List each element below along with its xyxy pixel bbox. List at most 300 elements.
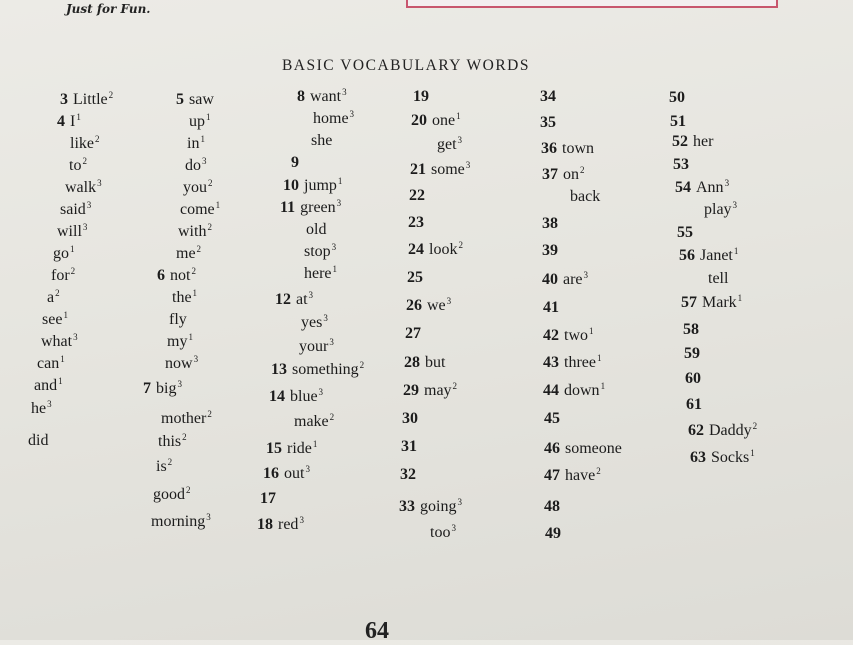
vocab-entry [185,157,207,175]
vocab-entry [690,449,755,467]
vocab-entry [413,88,434,106]
entry-number: 24 [408,241,424,258]
vocab-entry [669,89,690,107]
entry-word: old [306,221,327,238]
entry-word: red [278,516,299,533]
entry-superscript: 2 [95,133,100,144]
vocab-entry [291,154,304,172]
entry-number: 45 [544,410,560,427]
entry-number: 12 [275,291,291,308]
entry-superscript: 2 [70,265,76,276]
vocab-entry [437,136,462,154]
entry-word: may [424,382,452,399]
entry-superscript: 1 [312,438,318,449]
entry-number: 15 [266,440,282,457]
entry-word: someone [565,440,622,457]
entry-word: this [158,433,182,450]
entry-superscript: 2 [82,155,87,166]
entry-number: 10 [283,177,299,194]
entry-superscript: 3 [308,289,314,300]
vocab-entry [51,267,75,285]
vocab-entry [294,413,334,431]
vocab-entry [399,498,462,516]
vocab-entry [708,270,728,288]
vocab-entry [153,486,191,504]
entry-word: morning [151,513,206,530]
entry-number: 22 [409,187,425,204]
vocab-entry [543,354,601,372]
entry-word: one [432,112,456,129]
vocab-entry [266,440,317,458]
entry-number: 62 [688,422,704,439]
vocab-entry [683,321,704,339]
entry-word: something [292,361,359,378]
entry-number: 51 [670,113,686,130]
entry-word: tell [708,270,729,287]
entry-word: my [167,333,188,350]
vocab-entry [41,333,78,351]
vocab-entry [400,466,421,484]
entry-number: 7 [143,380,151,397]
vocab-entry [158,433,187,451]
vocab-entry [677,224,698,242]
entry-number: 14 [269,388,285,405]
vocab-entry [143,380,182,398]
entry-number: 61 [686,396,702,413]
vocab-entry [57,223,87,241]
vocab-entry [542,242,563,260]
entry-superscript: 3 [331,241,337,252]
entry-word: she [311,132,333,149]
entry-number: 20 [411,112,427,129]
entry-number: 27 [405,325,421,342]
entry-superscript: 1 [70,243,75,254]
entry-number: 31 [401,438,417,455]
vocab-entry [165,355,198,373]
vocab-entry [408,214,429,232]
entry-word: to [69,157,82,174]
entry-number: 25 [407,269,423,286]
entry-number: 58 [683,321,699,338]
entry-word: will [57,223,82,240]
vocab-entry [60,91,113,109]
entry-superscript: 1 [600,380,606,391]
entry-word: make [294,413,329,430]
entry-word: back [570,188,601,205]
entry-superscript: 1 [63,309,68,320]
entry-number: 63 [690,449,706,466]
vocab-entry [411,112,461,130]
entry-number: 46 [544,440,560,457]
entry-number: 55 [677,224,693,241]
entry-superscript: 3 [193,353,199,364]
entry-word: can [37,355,60,372]
entry-number: 17 [260,490,276,507]
vocab-entry [271,361,364,379]
entry-number: 39 [542,242,558,259]
vocab-entry [161,410,212,428]
entry-word: get [437,136,457,153]
entry-number: 53 [673,156,689,173]
entry-number: 43 [543,354,559,371]
entry-superscript: 2 [580,164,585,175]
vocab-entry [28,432,48,450]
vocab-entry [543,382,605,400]
vocab-entry [53,245,75,263]
entry-word: green [300,199,336,216]
vocab-entry [304,265,337,283]
entry-superscript: 1 [58,375,63,386]
vocab-entry [167,333,193,351]
entry-word: ride [287,440,312,457]
vocab-entry [409,187,430,205]
vocab-entry [280,199,341,217]
vocab-entry [675,179,729,197]
header-note: Just for Fun. [66,2,151,16]
entry-superscript: 2 [359,359,365,370]
entry-number: 5 [176,91,184,108]
entry-superscript: 3 [446,295,452,306]
vocab-entry [269,388,323,406]
entry-word: Janet [700,247,733,264]
entry-word: said [60,201,86,218]
entry-superscript: 2 [596,465,601,476]
page-number: 64 [365,618,389,644]
vocab-entry [672,133,713,151]
entry-number: 13 [271,361,287,378]
vocab-entry [311,132,332,150]
entry-superscript: 2 [182,431,187,442]
vocab-entry [151,513,211,531]
entry-superscript: 3 [73,331,78,342]
entry-superscript: 1 [737,292,743,303]
entry-number: 37 [542,166,558,183]
vocab-entry [172,289,197,307]
entry-number: 16 [263,465,279,482]
entry-word: in [187,135,200,152]
vocab-entry [70,135,100,153]
entry-superscript: 3 [202,155,207,166]
entry-word: is [156,458,167,475]
entry-word: the [172,289,192,306]
entry-superscript: 1 [200,133,205,144]
entry-number: 35 [540,114,556,131]
entry-word: me [176,245,196,262]
vocab-entry [543,327,594,345]
vocab-entry [545,525,566,543]
vocab-entry [403,382,457,400]
entry-word: saw [189,91,214,108]
vocab-entry [187,135,205,153]
vocab-entry [42,311,68,329]
entry-word: blue [290,388,318,405]
entry-word: Little [73,91,108,108]
entry-word: three [564,354,596,371]
entry-word: and [34,377,58,394]
entry-superscript: 2 [207,408,212,419]
entry-word: some [431,161,465,178]
entry-word: see [42,311,63,328]
entry-superscript: 1 [76,111,81,122]
entry-superscript: 3 [177,378,182,389]
vocab-entry [297,88,347,106]
vocab-entry [542,215,563,233]
entry-superscript: 3 [82,221,88,232]
entry-number: 54 [675,179,691,196]
entry-superscript: 2 [191,265,196,276]
entry-superscript: 2 [196,243,202,254]
entry-number: 59 [684,345,700,362]
vocab-entry [401,438,422,456]
vocab-entry [407,269,428,287]
vocab-entry [570,188,600,206]
entry-superscript: 1 [206,111,211,122]
vocab-entry [542,271,588,289]
vocab-entry [544,498,565,516]
entry-superscript: 1 [215,199,221,210]
entry-word: are [563,271,583,288]
entry-number: 19 [413,88,429,105]
vocab-entry [673,156,694,174]
entry-superscript: 1 [192,287,198,298]
vocab-entry [544,440,622,458]
entry-superscript: 3 [583,269,589,280]
entry-superscript: 3 [47,398,52,409]
vocab-entry [301,314,328,332]
entry-word: too [430,524,451,541]
entry-superscript: 3 [342,86,347,97]
entry-number: 30 [402,410,418,427]
entry-word: do [185,157,201,174]
entry-word: out [284,465,305,482]
entry-word: at [296,291,308,308]
vocab-entry [183,179,213,197]
vocab-entry [57,113,81,131]
entry-superscript: 3 [299,514,304,525]
entry-superscript: 2 [55,287,60,298]
entry-number: 57 [681,294,697,311]
page-title: BASIC VOCABULARY WORDS [281,57,531,74]
entry-number: 21 [410,161,426,178]
entry-number: 41 [543,299,559,316]
vocab-entry [544,410,565,428]
vocab-entry [679,247,738,265]
vocab-entry [47,289,60,307]
entry-word: home [313,110,349,127]
entry-word: down [564,382,600,399]
vocab-entry [180,201,220,219]
entry-superscript: 1 [589,325,594,336]
entry-number: 56 [679,247,695,264]
entry-superscript: 3 [465,159,471,170]
entry-number: 32 [400,466,416,483]
entry-number: 36 [541,140,557,157]
vocab-entry [189,113,211,131]
entry-word: now [165,355,193,372]
entry-number: 38 [542,215,558,232]
entry-word: her [693,133,714,150]
vocab-entry [540,114,561,132]
entry-word: big [156,380,177,397]
entry-number: 18 [257,516,273,533]
entry-superscript: 1 [750,447,755,458]
vocab-entry [304,243,336,261]
entry-superscript: 1 [332,263,338,274]
vocab-entry [169,311,187,329]
entry-superscript: 1 [733,245,739,256]
entry-word: walk [65,179,97,196]
entry-superscript: 3 [305,463,310,474]
entry-number: 47 [544,467,560,484]
entry-word: Socks [711,449,750,466]
entry-superscript: 1 [60,353,65,364]
entry-word: with [178,223,207,240]
entry-number: 4 [57,113,65,130]
entry-number: 26 [406,297,422,314]
entry-number: 40 [542,271,558,288]
vocab-entry [684,345,705,363]
entry-word: I [70,113,76,130]
entry-superscript: 3 [732,199,738,210]
entry-superscript: 2 [108,89,114,100]
vocab-entry [156,458,172,476]
entry-number: 33 [399,498,415,515]
entry-superscript: 3 [329,336,334,347]
entry-word: good [153,486,185,503]
entry-superscript: 1 [337,175,343,186]
vocab-entry [260,490,281,508]
entry-word: look [429,241,458,258]
entry-superscript: 2 [167,456,173,467]
entry-superscript: 2 [186,484,191,495]
vocab-entry [681,294,742,312]
entry-superscript: 3 [724,177,730,188]
vocab-entry [69,157,87,175]
vocab-entry [157,267,196,285]
entry-word: play [704,201,732,218]
entry-superscript: 3 [336,197,342,208]
entry-word: yes [301,314,323,331]
entry-superscript: 2 [452,380,458,391]
entry-number: 44 [543,382,559,399]
entry-number: 9 [291,154,299,171]
entry-word: go [53,245,69,262]
entry-superscript: 1 [456,110,461,121]
entry-superscript: 2 [207,221,212,232]
entry-word: Ann [696,179,724,196]
entry-number: 48 [544,498,560,515]
entry-word: a [47,289,55,306]
entry-word: on [563,166,579,183]
entry-superscript: 2 [329,411,335,422]
entry-number: 52 [672,133,688,150]
vocab-entry [408,241,463,259]
entry-number: 28 [404,354,420,371]
entry-superscript: 3 [97,177,102,188]
entry-word: like [70,135,94,152]
vocab-entry [430,524,456,542]
vocab-entry [275,291,313,309]
vocab-entry [404,354,445,372]
entry-superscript: 1 [188,331,193,342]
entry-word: but [425,354,446,371]
entry-word: he [31,400,47,417]
vocab-entry [176,245,201,263]
entry-number: 3 [60,91,68,108]
vocab-entry [543,299,564,317]
vocab-entry [406,297,451,315]
entry-number: 50 [669,89,685,106]
entry-superscript: 3 [457,134,463,145]
entry-word: two [564,327,588,344]
vocab-entry [60,201,91,219]
vocab-entry [34,377,63,395]
entry-word: for [51,267,70,284]
entry-word: town [562,140,594,157]
vocab-entry [283,177,342,195]
entry-number: 6 [157,267,165,284]
vocab-entry [542,166,585,184]
entry-superscript: 3 [457,496,462,507]
entry-number: 23 [408,214,424,231]
entry-number: 34 [540,88,556,105]
entry-number: 49 [545,525,561,542]
entry-word: going [420,498,457,515]
entry-superscript: 2 [208,177,213,188]
entry-number: 60 [685,370,701,387]
vocab-entry [541,140,594,158]
entry-number: 11 [280,199,296,216]
entry-number: 29 [403,382,419,399]
entry-superscript: 2 [458,239,463,250]
vocab-entry [176,91,214,109]
entry-word: stop [304,243,331,260]
entry-word: Daddy [709,422,752,439]
vocab-entry [257,516,304,534]
vocab-entry [670,113,691,131]
vocab-entry [405,325,426,343]
vocab-entry [178,223,212,241]
entry-word: your [299,338,329,355]
entry-superscript: 3 [323,312,328,323]
entry-superscript: 3 [349,108,355,119]
entry-number: 42 [543,327,559,344]
entry-word: here [304,265,332,282]
entry-superscript: 3 [451,522,456,533]
entry-word: we [427,297,446,314]
entry-superscript: 1 [596,352,602,363]
entry-superscript: 3 [318,386,324,397]
entry-word: jump [304,177,337,194]
vocab-entry [540,88,561,106]
vocab-entry [686,396,707,414]
vocab-entry [306,221,326,239]
vocab-entry [402,410,423,428]
entry-word: want [310,88,342,105]
vocab-entry [410,161,470,179]
entry-number: 8 [297,88,305,105]
vocab-entry [65,179,102,197]
entry-word: come [180,201,215,218]
entry-word: not [170,267,191,284]
vocab-entry [685,370,706,388]
vocab-entry [313,110,354,128]
vocab-entry [37,355,65,373]
entry-word: mother [161,410,207,427]
entry-superscript: 2 [752,420,758,431]
vocab-entry [544,467,601,485]
entry-word: Mark [702,294,737,311]
